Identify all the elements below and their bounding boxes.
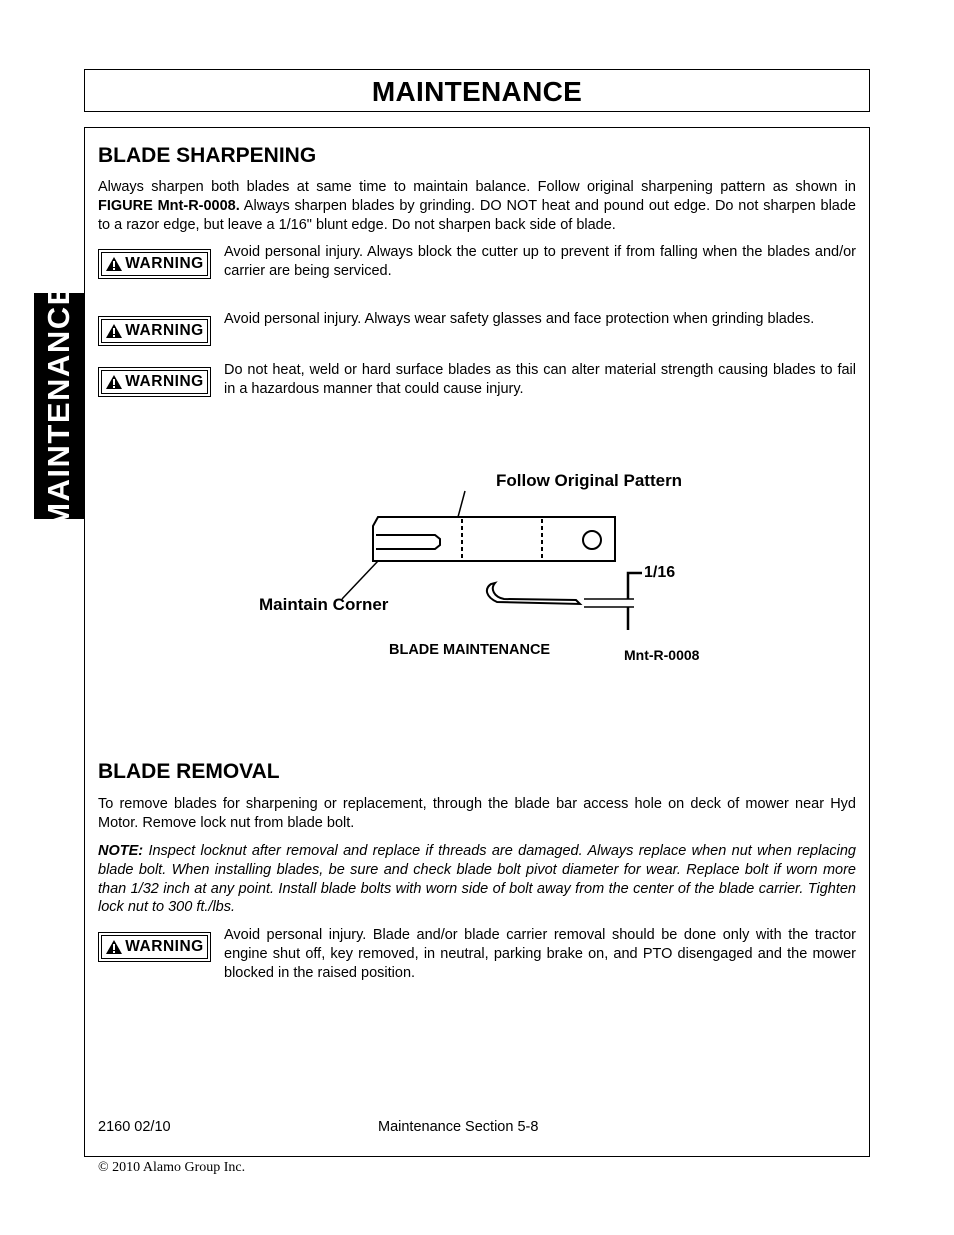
- warning-triangle-icon: [105, 256, 123, 272]
- warning-text-safety-glasses: Avoid personal injury. Always wear safety glasses and face protection when grinding blades.: [224, 311, 815, 327]
- blade-removal-heading: BLADE REMOVAL: [98, 760, 280, 783]
- figure-id: Mnt-R-0008: [624, 647, 700, 663]
- warning-badge: [98, 316, 211, 346]
- footer-section: Maintenance Section 5-8: [378, 1119, 539, 1135]
- note-text: Inspect locknut after removal and replace if threads are damaged. Always replace when nut when replacing blade bolt. When installing blades, be sure and check blade bolt pivot diameter for wear. Replace bolt if worn more than 1/32 inch at any point. Install blade bolts with worn side of bolt away from the center of the blade carrier. Tighten lock nut to 300 ft./lbs.: [98, 843, 856, 916]
- side-tab-label: MAINTENANCE: [41, 283, 76, 529]
- figure-reference: FIGURE Mnt-R-0008.: [98, 197, 240, 214]
- warning-badge-label: WARNING: [125, 255, 204, 272]
- warning-badge: [98, 367, 211, 397]
- warning-text-heat-weld: Do not heat, weld or hard surface blades as this can alter material strength causing blades to fail in a hazardous manner that could cause injury.: [224, 362, 856, 397]
- warning-badge: [98, 932, 211, 962]
- follow-pattern-label: Follow Original Pattern: [496, 471, 683, 490]
- copyright: © 2010 Alamo Group Inc.: [98, 1160, 246, 1175]
- dimension-label: 1/16: [644, 564, 676, 581]
- sharpening-intro: [98, 178, 856, 234]
- figure-caption: BLADE MAINTENANCE: [389, 642, 551, 658]
- warning-badge-label: WARNING: [125, 938, 204, 955]
- blade-sharpening-heading: BLADE SHARPENING: [98, 144, 317, 167]
- warning-text-block-carrier: Avoid personal injury. Always block the cutter up to prevent if from falling when the blades and/or carrier are being serviced.: [224, 244, 856, 279]
- removal-note: [98, 842, 856, 917]
- warning-badge-label: WARNING: [125, 322, 204, 339]
- warning-triangle-icon: [105, 323, 123, 339]
- sharpening-intro-part2: Always sharpen blades by grinding. DO NOT heat and pound out edge. Do not sharpen blade to a razor edge, but leave a 1/16" blunt edge. Do not sharpen back side of blade.: [98, 197, 856, 233]
- note-label: NOTE:: [98, 843, 144, 859]
- maintain-corner-label: Maintain Corner: [259, 595, 389, 614]
- page-title: MAINTENANCE: [371, 76, 583, 107]
- side-tab: [34, 283, 84, 529]
- warning-triangle-icon: [105, 374, 123, 390]
- header-box: [84, 69, 870, 112]
- warning-text-engine-shutoff: Avoid personal injury. Blade and/or blade carrier removal should be done only with the tractor engine shut off, key removed, in neutral, parking brake on, and PTO disengaged and the mower blocked in the raised position.: [224, 927, 856, 981]
- sharpening-intro-part1: Always sharpen both blades at same time to maintain balance. Follow original sharpening pattern as shown in: [98, 179, 856, 195]
- warning-triangle-icon: [105, 939, 123, 955]
- blade-maintenance-figure: [250, 465, 720, 670]
- warning-badge: [98, 249, 211, 279]
- removal-intro: To remove blades for sharpening or replacement, through the blade bar access hole on deck of mower near Hyd Motor. Remove lock nut from blade bolt.: [98, 796, 856, 831]
- warning-badge-label: WARNING: [125, 373, 204, 390]
- footer-model-date: 2160 02/10: [98, 1119, 171, 1135]
